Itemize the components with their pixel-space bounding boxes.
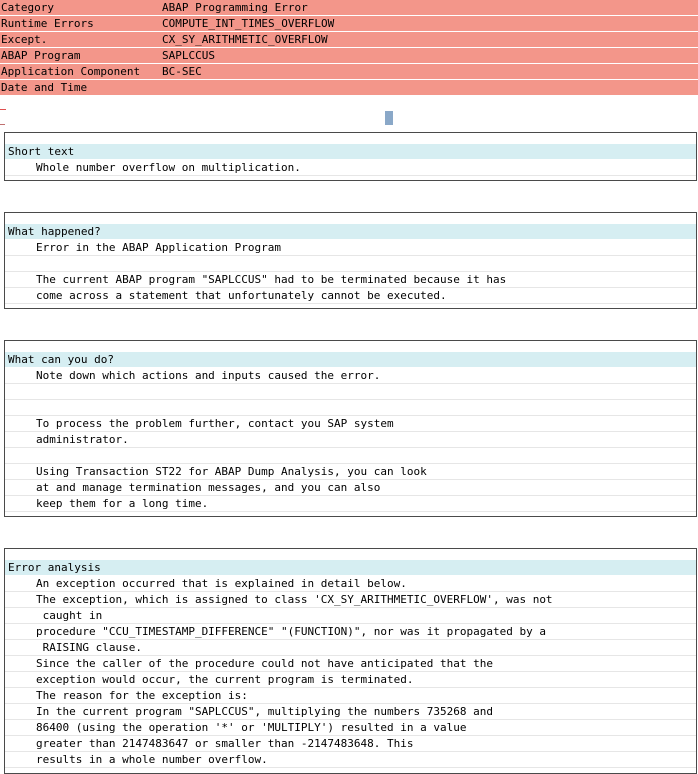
section-text: at and manage termination messages, and you can also — [36, 481, 381, 494]
section-text: come across a statement that unfortunately cannot be executed. — [36, 289, 447, 302]
what-happened-section — [4, 212, 697, 309]
section-text-line — [5, 624, 696, 640]
section-text: To process the problem further, contact you SAP system — [36, 417, 394, 430]
section-title-bar — [5, 560, 696, 575]
section-text: administrator. — [36, 433, 129, 446]
header-key: Application Component — [1, 65, 141, 78]
section-text-line — [5, 464, 696, 480]
section-title: Short text — [8, 145, 75, 158]
section-text: An exception occurred that is explained in detail below. — [36, 577, 407, 590]
header-row — [0, 80, 698, 96]
section-text: Note down which actions and inputs caused the error. — [36, 369, 381, 382]
error-analysis-section — [4, 548, 697, 774]
section-text: Since the caller of the procedure could not have anticipated that the — [36, 657, 493, 670]
section-text: results in a whole number overflow. — [36, 753, 268, 766]
section-text-line — [5, 592, 696, 608]
section-title: What can you do? — [8, 353, 114, 366]
section-text-line — [5, 400, 696, 416]
section-text: 86400 (using the operation '*' or 'MULTIPLY') resulted in a value — [36, 721, 467, 734]
section-text-line — [5, 704, 696, 720]
header-row — [0, 32, 698, 48]
section-text-line — [5, 496, 696, 512]
section-text-line — [5, 416, 696, 432]
section-text-line — [5, 368, 696, 384]
short-text-section — [4, 132, 697, 181]
section-text-line — [5, 384, 696, 400]
section-text-line — [5, 256, 696, 272]
section-text: exception would occur, the current program is terminated. — [36, 673, 414, 686]
header-key: ABAP Program — [1, 49, 81, 62]
section-title-bar — [5, 144, 696, 159]
section-text: keep them for a long time. — [36, 497, 209, 510]
header-row — [0, 48, 698, 64]
what-can-you-do-section — [4, 340, 697, 517]
section-text: The exception, which is assigned to class 'CX_SY_ARITHMETIC_OVERFLOW', was not — [36, 593, 553, 606]
header-row — [0, 64, 698, 80]
ruler-bar — [0, 101, 698, 129]
header-key: Except. — [1, 33, 48, 46]
section-text: greater than 2147483647 or smaller than -2147483648. This — [36, 737, 414, 750]
header-value: CX_SY_ARITHMETIC_OVERFLOW — [162, 33, 328, 46]
section-text-line — [5, 576, 696, 592]
section-text-line — [5, 720, 696, 736]
section-text: The current ABAP program "SAPLCCUS" had to be terminated because it has — [36, 273, 507, 286]
section-text: caught in — [36, 609, 103, 622]
section-text-line — [5, 432, 696, 448]
scroll-position-marker[interactable] — [385, 111, 393, 125]
header-row — [0, 16, 698, 32]
section-text: The reason for the exception is: — [36, 689, 248, 702]
section-text-line — [5, 736, 696, 752]
ruler-red-mark — [0, 109, 6, 110]
section-text: RAISING clause. — [36, 641, 142, 654]
section-title-bar — [5, 224, 696, 239]
section-text-line — [5, 240, 696, 256]
section-text: Error in the ABAP Application Program — [36, 241, 282, 254]
section-text-line — [5, 672, 696, 688]
header-key: Runtime Errors — [1, 17, 94, 30]
section-title: What happened? — [8, 225, 101, 238]
section-title: Error analysis — [8, 561, 101, 574]
section-text: In the current program "SAPLCCUS", multiplying the numbers 735268 and — [36, 705, 493, 718]
header-row — [0, 0, 698, 16]
section-text-line — [5, 272, 696, 288]
section-title-bar — [5, 352, 696, 367]
section-text-line — [5, 656, 696, 672]
header-value: BC-SEC — [162, 65, 202, 78]
section-text-line — [5, 608, 696, 624]
header-value: COMPUTE_INT_TIMES_OVERFLOW — [162, 17, 335, 30]
section-text-line — [5, 448, 696, 464]
header-value: ABAP Programming Error — [162, 1, 308, 14]
section-text-line — [5, 480, 696, 496]
section-text-line — [5, 688, 696, 704]
section-text-line — [5, 640, 696, 656]
header-value: SAPLCCUS — [162, 49, 215, 62]
section-text-line — [5, 160, 696, 176]
section-text-line — [5, 752, 696, 768]
section-text: Using Transaction ST22 for ABAP Dump Analysis, you can look — [36, 465, 427, 478]
section-text-line — [5, 288, 696, 304]
section-text: Whole number overflow on multiplication. — [36, 161, 301, 174]
section-text: procedure "CCU_TIMESTAMP_DIFFERENCE" "(FUNCTION)", nor was it propagated by a — [36, 625, 546, 638]
ruler-grey-mark — [0, 124, 5, 125]
header-key: Date and Time — [1, 81, 88, 94]
header-key: Category — [1, 1, 54, 14]
